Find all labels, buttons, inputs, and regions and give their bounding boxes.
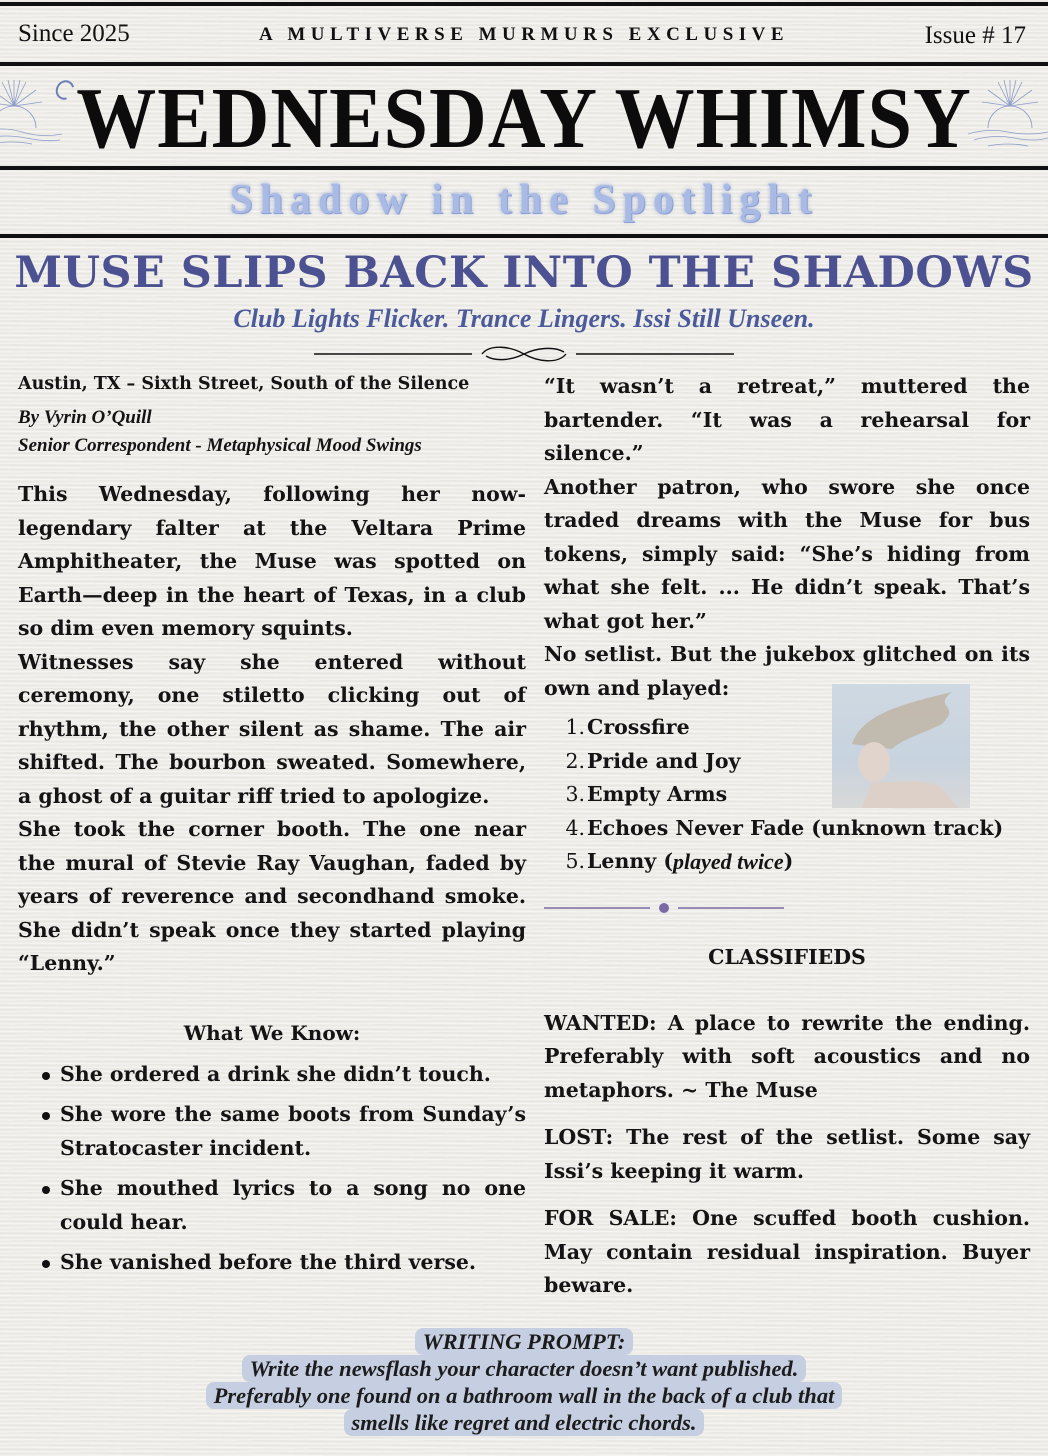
article-paragraph: Witnesses say she entered without ceremony, one stiletto clicking out of rhythm, the other silent as shame. The air shifted. The bourbon sweated. Somewhere, a ghost of a guitar riff tried to apologize. (18, 649, 526, 808)
byline-title: Senior Correspondent - Metaphysical Mood Swings (18, 435, 422, 456)
subtitle-rule (0, 234, 1048, 238)
track-item: 2. Pride and Joy (565, 748, 741, 773)
bullet-icon (42, 1260, 50, 1268)
title-rule (0, 166, 1048, 170)
classified-ad: FOR SALE: One scuffed booth cushion. May contain residual inspiration. Buyer beware. (544, 1206, 1030, 1297)
article-paragraph: “It wasn’t a retreat,” muttered the bartender. “It was a rehearsal for silence.” (544, 374, 1030, 465)
right-column (544, 370, 1030, 1303)
newspaper-title: WEDNESDAY WHIMSY (76, 71, 972, 167)
article-deck: Club Lights Flicker. Trance Lingers. Issi Still Unseen. (233, 304, 815, 333)
list-item: She vanished before the third verse. (18, 1245, 526, 1279)
article-paragraph: No setlist. But the jukebox glitched on its own and played: (544, 642, 1030, 700)
masthead-strip (0, 14, 1048, 58)
list-item: She ordered a drink she didn’t touch. (18, 1057, 526, 1091)
track-item: 1. Crossfire (565, 715, 690, 739)
track-item: 3. Empty Arms (565, 782, 728, 806)
track-item: 4. Echoes Never Fade (unknown track) (565, 815, 1004, 840)
article-paragraph: This Wednesday, following her now-legendary falter at the Veltara Prime Amphitheater, the Muse was spotted on Earth—deep in the heart of Texas, in a club so dim even memory squints. (18, 482, 526, 640)
article-headline: MUSE SLIPS BACK INTO THE SHADOWS (14, 248, 1034, 298)
top-rule (0, 2, 1048, 6)
writing-prompt-line: Write the newsflash your character doesn’t want published. (242, 1355, 807, 1382)
classified-ad: WANTED: A place to rewrite the ending. Preferably with soft acoustics and no metaphors. ~ The Muse (544, 1010, 1030, 1102)
dateline: Austin, TX – Sixth Street, South of the Silence (18, 374, 470, 394)
writing-prompt-line: Preferably one found on a bathroom wall in the back of a club that (206, 1382, 843, 1409)
writing-prompt (0, 1328, 1048, 1436)
writing-prompt-label: WRITING PROMPT: (415, 1328, 634, 1355)
what-we-know-heading: What We Know: (183, 1020, 361, 1045)
dot-divider-icon (544, 901, 784, 915)
track-item: 5. Lenny ( played twice ) (565, 849, 794, 874)
article-paragraph: Another patron, who swore she once traded dreams with the Muse for bus tokens, simply said: “She’s hiding from what she felt. ... He didn’t speak. That’s what got her.” (544, 474, 1030, 633)
masthead-rule (0, 62, 1048, 66)
muse-photo-image (832, 684, 970, 808)
exclusive-label: A MULTIVERSE MURMURS EXCLUSIVE (258, 24, 790, 45)
since-label: Since 2025 (18, 20, 130, 47)
issue-number: Issue # 17 (924, 22, 1026, 49)
bullet-icon (42, 1186, 50, 1194)
left-column (18, 370, 526, 1285)
classifieds-heading: CLASSIFIEDS (708, 944, 866, 969)
bullet-icon (42, 1112, 50, 1120)
writing-prompt-line: smells like regret and electric chords. (344, 1409, 705, 1436)
edition-subtitle: Shadow in the Spotlight (229, 177, 819, 223)
classified-ad: LOST: The rest of the setlist. Some say Issi’s keeping it warm. (544, 1125, 1030, 1183)
what-we-know-list (18, 1057, 526, 1279)
muse-photo (832, 684, 970, 808)
article-paragraph: She took the corner booth. The one near the mural of Stevie Ray Vaughan, faded by years of reverence and secondhand smoke. She didn’t speak once they started playing “Lenny.” (18, 817, 526, 975)
flourish-divider-icon (314, 342, 734, 364)
list-item: She wore the same boots from Sunday’s Stratocaster incident. (18, 1097, 526, 1165)
byline: By Vyrin O’Quill (18, 407, 152, 428)
bullet-icon (42, 1072, 50, 1080)
list-item: She mouthed lyrics to a song no one could hear. (18, 1171, 526, 1239)
